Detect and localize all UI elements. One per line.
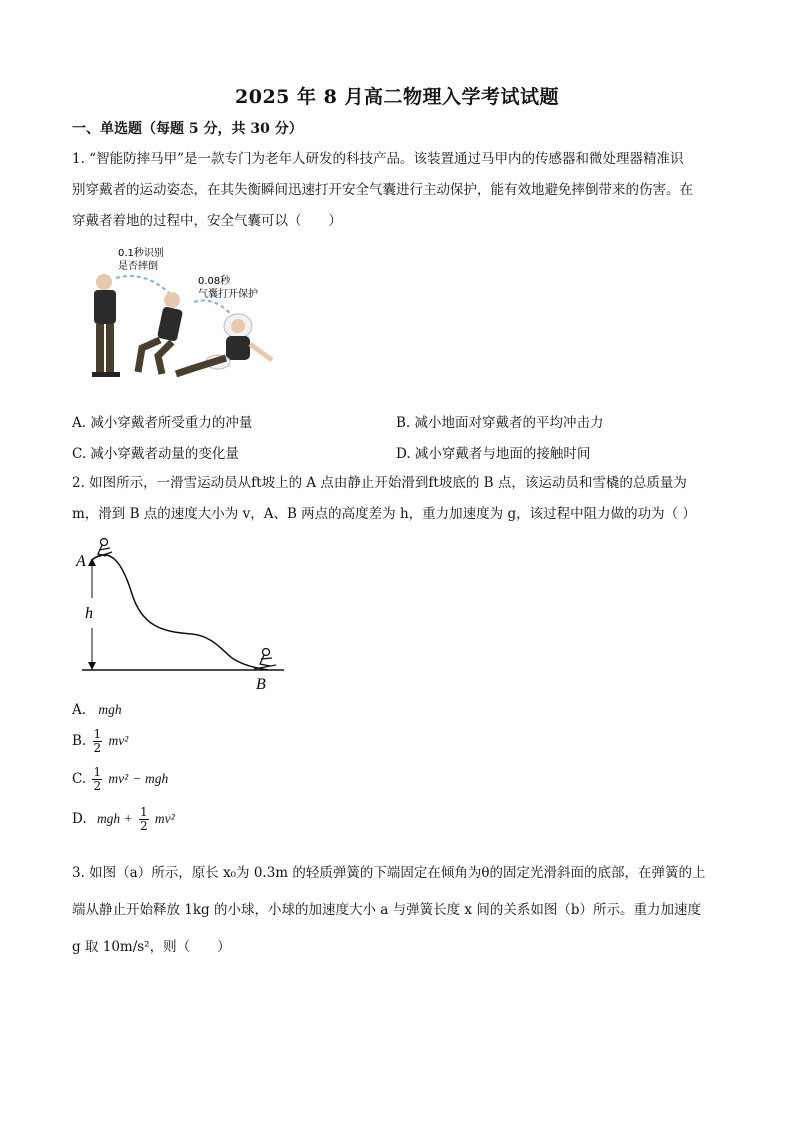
question-3-line-3: g 取 10m/s²，则（ ） [72,939,231,955]
question-1-line-3: 穿戴者着地的过程中，安全气囊可以（ ） [72,213,342,229]
standing-person-icon [92,274,120,377]
question-2-option-a[interactable] [72,702,122,718]
option-c-minus-mgh: − mgh [132,771,169,786]
question-1-text [72,144,722,237]
question-1-option-a[interactable]: A. 减小穿戴者所受重力的冲量 [72,415,253,431]
question-3-line-1: 3. 如图（a）所示，原长 x₀为 0.3m 的轻质弹簧的下端固定在倾角为θ的固定光滑斜面的底部，在弹簧的上 [72,865,706,881]
height-label: h [85,605,93,622]
question-1-option-c[interactable]: C. 减小穿戴者动量的变化量 [72,446,239,462]
question-1-line-2: 别穿戴者的运动姿态，在其失衡瞬间迅速打开安全气囊进行主动保护，能有效地避免摔倒带来的伤害。在 [72,182,693,198]
option-b-letter: B. [72,733,87,749]
figure-arrow-1 [116,276,171,295]
exam-title: 2025 年 8 月高二物理入学考试试题 [235,86,559,108]
fraction-half: $\frac{1}{2}$ [93,727,102,755]
fall-protection-figure [76,240,296,392]
figure-label-detect-2: 是否摔倒 [118,261,158,272]
question-3-line-2: 端从静止开始释放 1kg 的小球，小球的加速度大小 a 与弹簧长度 x 间的关系如图（b）所示。重力加速度 [72,902,701,918]
slope-curve [92,555,268,670]
question-2-option-d[interactable] [72,806,175,833]
question-2-text [72,468,722,530]
question-1-line-1: 1. “智能防摔马甲”是一款专门为老年人研发的科技产品。该装置通过马甲内的传感器和微处理器精准识 [72,151,684,167]
option-b-expr: mv² [108,733,129,748]
seated-person-airbag-icon [176,314,272,374]
option-c-mv2: mv² [108,771,129,786]
fraction-half: $\frac{1}{2}$ [139,805,148,833]
option-d-mgh-plus: mgh + [96,811,133,826]
option-d-mv2: mv² [154,811,175,826]
question-2-option-c[interactable] [72,766,168,793]
skier-bottom-icon [254,649,276,670]
figure-label-airbag-2: 气囊打开保护 [198,289,258,300]
option-a-letter: A. [72,702,87,718]
falling-person-icon [138,292,183,374]
question-3-text [72,855,722,966]
question-1-option-d[interactable]: D. 减小穿戴者与地面的接触时间 [396,446,591,462]
question-2-option-b[interactable] [72,728,128,755]
option-c-letter: C. [72,771,87,787]
option-a-expr: mgh [98,702,122,717]
figure-label-detect-1: 0.1秒识别 [118,248,164,259]
question-2-line-1: 2. 如图所示，一滑雪运动员从ft坡上的 A 点由静止开始滑到ft坡底的 B 点，该运动员和雪橇的总质量为 [72,475,687,491]
section-heading: 一、单选题（每题 5 分，共 30 分） [72,121,303,137]
ski-slope-figure [72,534,292,694]
figure-label-airbag-1: 0.08秒 [198,276,231,287]
fraction-half: $\frac{1}{2}$ [93,765,102,793]
point-b-label: B [256,676,266,693]
point-a-label: A [76,553,86,570]
arrow-down-icon [88,662,96,670]
arrow-up-icon [88,558,96,566]
question-1-option-b[interactable]: B. 减小地面对穿戴者的平均冲击力 [396,415,604,431]
option-d-letter: D. [72,811,87,827]
question-2-line-2: m，滑到 B 点的速度大小为 v，A、B 两点的高度差为 h，重力加速度为 g，该过程中阻力做的功为（ ） [72,506,696,522]
